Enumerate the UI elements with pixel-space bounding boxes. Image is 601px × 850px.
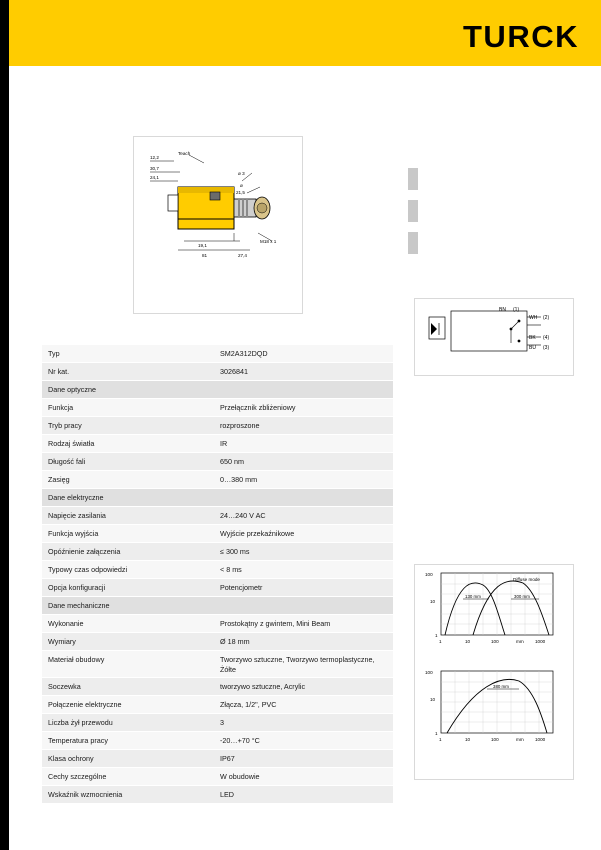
table-row	[42, 768, 393, 786]
table-row	[42, 678, 393, 696]
table-cell-value: Tworzywo sztuczne, Tworzywo termoplastyczne, Żółte	[220, 655, 375, 674]
table-cell-label: Liczba żył przewodu	[48, 718, 113, 728]
wire-pin-wh: (2)	[543, 315, 550, 321]
table-row	[42, 543, 393, 561]
chart2-xtick-100: 100	[491, 737, 499, 742]
chart2-xtick-10: 10	[465, 737, 471, 742]
table-cell-value: Prostokątny z gwintem, Mini Beam	[220, 619, 331, 628]
table-cell-label: Typ	[48, 349, 60, 358]
table-cell-label: Długość fali	[48, 457, 86, 466]
table-cell-value: IR	[220, 439, 228, 448]
table-cell-value: tworzywo sztuczne, Acrylic	[220, 682, 306, 692]
svg-text:M18 x 1: M18 x 1	[260, 239, 277, 244]
table-cell-label: Funkcja wyjścia	[48, 529, 99, 538]
svg-text:21,5: 21,5	[236, 190, 245, 195]
wiring-diagram-panel	[414, 298, 574, 376]
wire-pin-bu: (3)	[543, 345, 550, 351]
svg-text:30,7: 30,7	[150, 166, 159, 171]
table-row	[42, 714, 393, 732]
table-cell-value	[214, 381, 393, 398]
chart1-xtick-100: 100	[491, 639, 499, 644]
svg-text:ø: ø	[240, 183, 243, 188]
chart2-xtick-1000: 1000	[535, 737, 546, 742]
table-cell-value: IP67	[220, 754, 235, 764]
chart1-ytick-1: 1	[435, 633, 438, 638]
chart1-ytick-100: 100	[425, 572, 433, 577]
table-cell-value	[214, 597, 393, 614]
table-row	[42, 633, 393, 651]
table-cell-value: -20…+70 °C	[220, 736, 260, 746]
table-cell-value: ≤ 300 ms	[220, 547, 250, 556]
wire-label-bu: BU	[529, 345, 536, 351]
wire-label-wh: WH	[529, 315, 538, 321]
table-row	[42, 561, 393, 579]
table-cell-label: Nr kat.	[48, 367, 70, 376]
page-header	[9, 0, 601, 66]
table-row	[42, 615, 393, 633]
product-drawing-panel	[133, 136, 303, 314]
table-cell-value: Przełącznik zbliżeniowy	[220, 403, 296, 412]
table-row	[42, 471, 393, 489]
chart1-xtick-10: 10	[465, 639, 471, 644]
turck-logo: TURCK	[463, 19, 579, 54]
table-section-header	[42, 489, 393, 507]
table-cell-value: Złącza, 1/2", PVC	[220, 700, 277, 710]
table-section-header	[42, 381, 393, 399]
svg-text:81: 81	[202, 253, 208, 258]
sidebar-marker-1	[408, 168, 418, 190]
svg-text:27,4: 27,4	[238, 253, 247, 258]
table-row	[42, 453, 393, 471]
chart1-xunit: mm	[516, 639, 524, 644]
chart2-ytick-1: 1	[435, 731, 438, 736]
table-cell-value: LED	[220, 790, 234, 800]
table-cell-label: Materiał obudowy	[48, 655, 105, 664]
table-cell-label: Klasa ochrony	[48, 754, 94, 764]
chart2-xtick-1: 1	[439, 737, 442, 742]
chart1-title: Diffuse mode	[513, 577, 540, 582]
table-cell-label: Zasięg	[48, 475, 70, 484]
chart1-xtick-1000: 1000	[535, 639, 546, 644]
sidebar-marker-3	[408, 232, 418, 254]
wire-pin-bn: (1)	[513, 307, 520, 313]
table-cell-value: rozproszone	[220, 421, 260, 430]
table-cell-label: Cechy szczególne	[48, 772, 107, 782]
table-cell-value: W obudowie	[220, 772, 260, 782]
table-row	[42, 525, 393, 543]
wire-label-bk: BK	[529, 335, 536, 341]
chart2-ytick-10: 10	[430, 697, 436, 702]
svg-text:Teach: Teach	[178, 151, 191, 156]
table-cell-label: Dane mechaniczne	[48, 601, 110, 610]
wire-label-bn: BN	[499, 307, 506, 313]
table-row	[42, 651, 393, 678]
chart1-xtick-1: 1	[439, 639, 442, 644]
table-row	[42, 399, 393, 417]
table-cell-label: Opcja konfiguracji	[48, 583, 106, 592]
table-row	[42, 579, 393, 597]
table-cell-value	[214, 489, 393, 506]
svg-text:24,1: 24,1	[150, 175, 159, 180]
table-cell-label: Soczewka	[48, 682, 81, 692]
svg-text:19,1: 19,1	[198, 243, 207, 248]
table-cell-value: Potencjometr	[220, 583, 263, 592]
table-cell-label: Funkcja	[48, 403, 74, 412]
table-row	[42, 417, 393, 435]
performance-charts-panel	[414, 564, 574, 780]
table-cell-value: Wyjście przekaźnikowe	[220, 529, 295, 538]
svg-text:ø 3: ø 3	[238, 171, 245, 176]
table-row	[42, 345, 393, 363]
table-cell-value: 0…380 mm	[220, 475, 258, 484]
chart2-xunit: mm	[516, 737, 524, 742]
table-cell-value: 3	[220, 718, 224, 728]
chart1-ytick-10: 10	[430, 599, 436, 604]
table-cell-label: Tryb pracy	[48, 421, 82, 430]
table-cell-label: Napięcie zasilania	[48, 511, 106, 520]
performance-charts	[415, 565, 573, 779]
sidebar-marker-2	[408, 200, 418, 222]
table-row	[42, 435, 393, 453]
table-cell-label: Typowy czas odpowiedzi	[48, 565, 128, 574]
table-row	[42, 786, 393, 804]
table-row	[42, 750, 393, 768]
left-black-rail	[0, 0, 9, 850]
table-cell-value: < 8 ms	[220, 565, 242, 574]
table-row	[42, 732, 393, 750]
chart1-annotation-300: 300 mm	[514, 594, 530, 599]
table-cell-label: Rodzaj światła	[48, 439, 95, 448]
table-cell-label: Opóźnienie załączenia	[48, 547, 121, 556]
product-drawing	[134, 137, 302, 313]
wire-pin-bk: (4)	[543, 335, 550, 341]
table-cell-value: 3026841	[220, 367, 248, 376]
table-cell-label: Wykonanie	[48, 619, 84, 628]
table-row	[42, 696, 393, 714]
table-row	[42, 507, 393, 525]
table-section-header	[42, 597, 393, 615]
table-cell-label: Wymiary	[48, 637, 76, 646]
chart2-ytick-100: 100	[425, 670, 433, 675]
table-cell-label: Połączenie elektryczne	[48, 700, 122, 710]
table-cell-label: Temperatura pracy	[48, 736, 108, 746]
chart1-annotation-130: 130 mm	[465, 594, 481, 599]
chart2-annotation-380: 380 mm	[493, 684, 509, 689]
svg-text:12,2: 12,2	[150, 155, 159, 160]
table-cell-value: Ø 18 mm	[220, 637, 250, 646]
table-cell-label: Dane elektryczne	[48, 493, 104, 502]
table-cell-value: 650 nm	[220, 457, 244, 466]
table-cell-value: SM2A312DQD	[220, 349, 268, 358]
wiring-diagram	[415, 299, 573, 375]
table-cell-value: 24…240 V AC	[220, 511, 266, 520]
table-cell-label: Wskaźnik wzmocnienia	[48, 790, 123, 800]
table-row	[42, 363, 393, 381]
table-cell-label: Dane optyczne	[48, 385, 96, 394]
specification-table	[42, 344, 393, 804]
